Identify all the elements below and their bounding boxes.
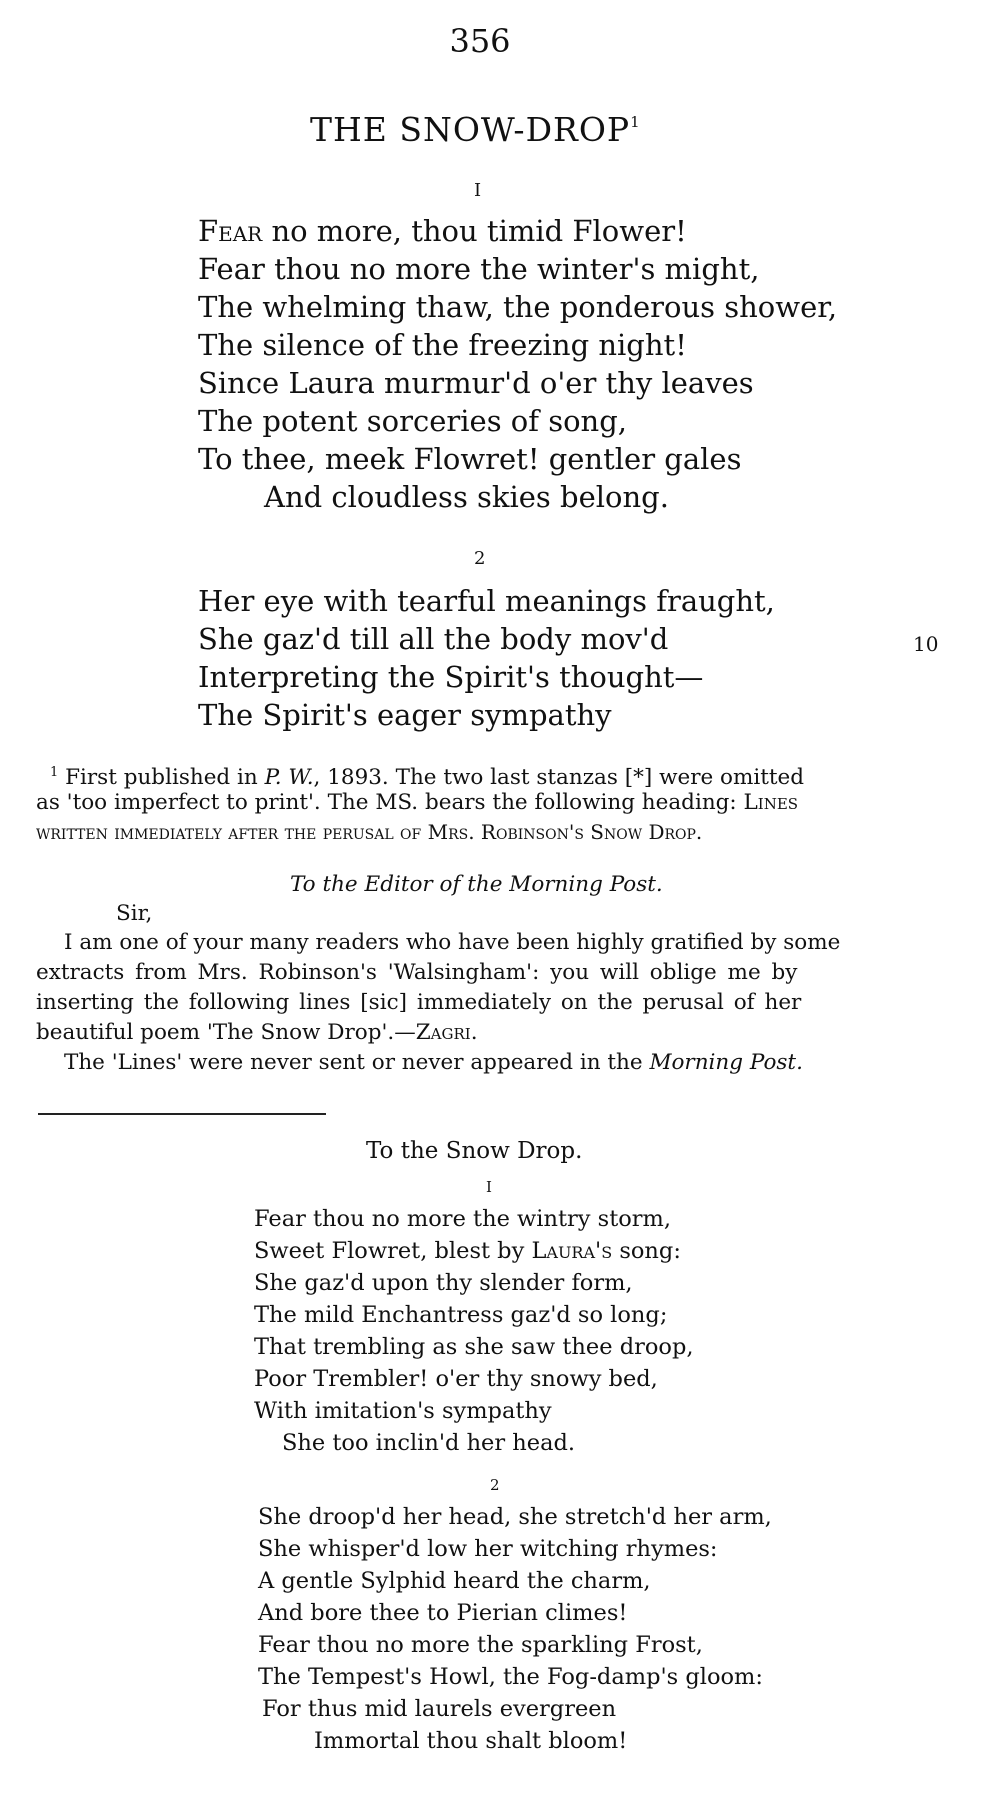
- footnote-marker: 1: [50, 765, 59, 780]
- poem-line-1: [198, 212, 687, 250]
- signature: Zagri.: [415, 1020, 478, 1045]
- letter-line-2: extracts from Mrs. Robinson's 'Walsingham': you will oblige me by: [36, 960, 798, 985]
- poem-line-8: And cloudless skies belong.: [264, 480, 669, 514]
- second-line2-laura: Laura's: [531, 1238, 613, 1264]
- poem-line-1-rest: no more, thou timid Flower!: [262, 214, 687, 248]
- footnote-pw: P. W.: [264, 765, 314, 791]
- second-line2-b: song:: [612, 1238, 681, 1264]
- poem-line-2: Fear thou no more the winter's might,: [198, 252, 760, 286]
- second-poem-line-7: With imitation's sympathy: [254, 1398, 552, 1424]
- poem-line-4: The silence of the freezing night!: [198, 328, 687, 362]
- salutation: Sir,: [116, 901, 153, 926]
- poem-line-3: The whelming thaw, the ponderous shower,: [198, 290, 838, 324]
- letter-line-1: I am one of your many readers who have been highly gratified by some: [64, 930, 841, 955]
- second-poem-title: To the Snow Drop.: [366, 1138, 583, 1164]
- second-poem-line-2: [254, 1235, 681, 1267]
- poem-line-6: The potent sorceries of song,: [198, 404, 628, 438]
- page-number: 356: [449, 22, 511, 60]
- poem-line-11: Interpreting the Spirit's thought—: [198, 660, 704, 694]
- poem-line-12: The Spirit's eager sympathy: [198, 698, 612, 732]
- footnote-text: First published in: [58, 765, 265, 791]
- second-poem-line-6: Poor Trembler! o'er thy snowy bed,: [254, 1366, 658, 1392]
- second-stanza-number-1: I: [486, 1178, 492, 1196]
- second-line2-a: Sweet Flowret, blest by: [254, 1238, 532, 1264]
- second-poem-line-4: The mild Enchantress gaz'd so long;: [254, 1302, 668, 1328]
- closing-line: [64, 1048, 803, 1077]
- second-poem-line-14: The Tempest's Howl, the Fog-damp's gloom:: [258, 1664, 763, 1690]
- poem-line-10: She gaz'd till all the body mov'd: [198, 622, 669, 656]
- second-poem-line-16: Immortal thou shalt bloom!: [314, 1728, 628, 1754]
- editor-line: To the Editor of the Morning Post.: [290, 872, 663, 897]
- footnote-text-2: , 1893. The two last stanzas [*] were omitted: [313, 765, 805, 791]
- second-poem-line-12: And bore thee to Pierian climes!: [258, 1600, 628, 1626]
- closing-text: The 'Lines' were never sent or never appeared in the: [64, 1050, 650, 1075]
- poem-title: [310, 110, 641, 149]
- stanza-number-2: 2: [474, 548, 486, 569]
- second-poem-line-13: Fear thou no more the sparkling Frost,: [258, 1632, 703, 1658]
- second-poem-line-3: She gaz'd upon thy slender form,: [254, 1270, 633, 1296]
- poem-line-9: Her eye with tearful meanings fraught,: [198, 584, 775, 618]
- second-poem-line-9: She droop'd her head, she stretch'd her arm,: [258, 1504, 772, 1530]
- second-poem-line-8: She too inclin'd her head.: [282, 1430, 576, 1456]
- footnote-line-3: written immediately after the perusal of Mrs. Robinson's Snow Drop.: [36, 820, 703, 844]
- divider-rule: [38, 1113, 326, 1115]
- second-poem-line-1: Fear thou no more the wintry storm,: [254, 1206, 672, 1232]
- title-footnote-marker: 1: [630, 113, 641, 131]
- poem-line-7: To thee, meek Flowret! gentler gales: [198, 442, 742, 476]
- second-stanza-number-2: 2: [490, 1476, 500, 1494]
- letter-last-text: beautiful poem 'The Snow Drop'.—: [36, 1020, 416, 1045]
- second-poem-line-15: For thus mid laurels evergreen: [262, 1696, 617, 1722]
- footnote-line-2: [36, 788, 798, 817]
- letter-line-3: inserting the following lines [sic] immediately on the perusal of her: [36, 990, 802, 1015]
- closing-italic: Morning Post.: [649, 1050, 803, 1075]
- footnote-heading-1: Lines: [743, 790, 799, 815]
- second-poem-line-10: She whisper'd low her witching rhymes:: [258, 1536, 718, 1562]
- poem-title-text: THE SNOW-DROP: [310, 110, 631, 149]
- poem-line-5: Since Laura murmur'd o'er thy leaves: [198, 366, 754, 400]
- footnote-text-3: as 'too imperfect to print'. The MS. bears the following heading:: [36, 790, 744, 815]
- line-number-10: 10: [913, 632, 939, 656]
- letter-line-4: [36, 1018, 478, 1047]
- second-poem-line-5: That trembling as she saw thee droop,: [254, 1334, 694, 1360]
- drop-word: Fear: [198, 214, 263, 248]
- second-poem-line-11: A gentle Sylphid heard the charm,: [258, 1568, 651, 1594]
- stanza-number-1: I: [474, 180, 482, 201]
